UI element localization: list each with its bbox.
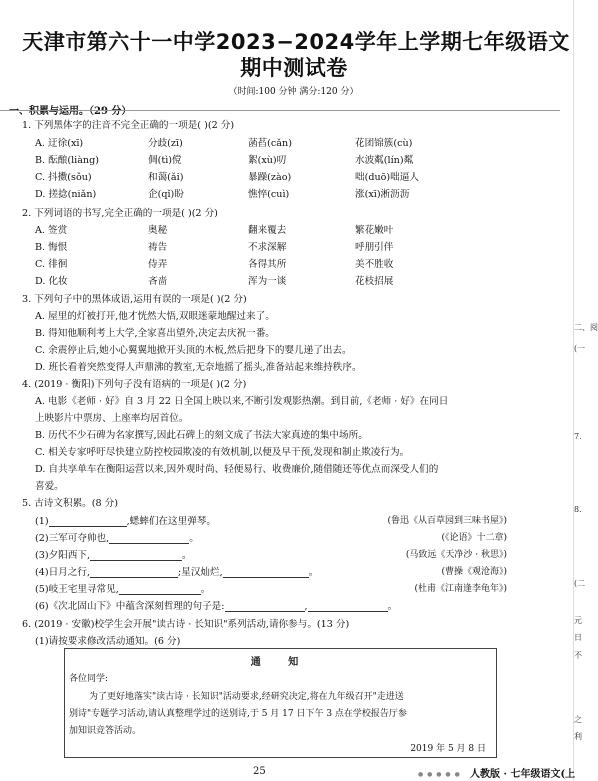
time-info: （时间:100 分钟 满分:120 分） — [228, 87, 359, 97]
poem-source: (《论语》十二章) — [441, 533, 507, 543]
section-heading: 一、积累与运用。（29 分） — [9, 106, 132, 117]
option-cell: D. 搓捻(niǎn) — [35, 189, 97, 200]
option-cell: 侍弄 — [148, 259, 168, 270]
question-6-stem: 6. (2019 · 安徽)校学生会开展"读古诗 · 长知识"系列活动,请你参与。(13 分) — [22, 619, 350, 630]
option-cell: B. 悔恨 — [35, 242, 68, 253]
poem-source: (曹操《观沧海》) — [441, 567, 507, 577]
poem-fill-item: (1) ,蟋蟀们在这里弹琴。 — [35, 516, 216, 527]
option-cell: 企(qǐ)盼 — [148, 189, 184, 200]
option-cell: 憔悴(cuì) — [248, 189, 290, 200]
option-cell: 涨(xī)淅沥沥 — [355, 189, 410, 200]
option-cell: A. 签赏 — [35, 225, 68, 236]
page-number: 25 — [253, 766, 266, 777]
edge-mark: 日 — [574, 633, 582, 642]
answer-blank[interactable] — [109, 543, 189, 544]
option-cell: C. 抖擞(sǒu) — [35, 172, 92, 183]
notice-box — [64, 648, 497, 758]
option-cell: 和蔼(ǎi) — [148, 172, 184, 183]
option-cell: 絮(xù)叨 — [248, 155, 287, 166]
option-cell: 暴躁(zào) — [248, 172, 292, 183]
answer-blank[interactable] — [90, 560, 182, 561]
poem-fill-item: (3)夕阳西下, 。 — [35, 550, 192, 561]
notice-title: 通 知 — [250, 657, 311, 668]
option-line: B. 历代不少石碑为名家撰写,因此石碑上的刻文成了书法大家真迹的集中场所。 — [35, 430, 368, 441]
option-cell: 倜(tì)傥 — [148, 155, 182, 166]
poem-source: (鲁迅《从百草园到三味书屋》) — [387, 516, 507, 526]
page-dots: ● ● ● ● ● — [418, 771, 461, 778]
option-cell: 浑为一谈 — [248, 276, 287, 287]
exam-title: 天津市第六十一中学2023−2024学年上学期七年级语文 — [22, 30, 570, 54]
option-cell: A. 迂徐(xī) — [35, 138, 84, 149]
question-1-stem: 1. 下列黑体字的注音不完全正确的一项是( )(2 分) — [22, 120, 235, 131]
edge-mark: 8. — [574, 505, 582, 514]
section-divider — [0, 110, 560, 111]
option-line: C. 相关专家呼吁尽快建立防控校园欺凌的有效机制,以便及早干预,发现和制止欺凌行为。 — [35, 447, 410, 458]
right-edge-divider — [573, 0, 574, 781]
option-line: D. 自共享单车在衡阳运营以来,因外观时尚、轻便易行、收费廉价,随借随还等优点而深受人们的 — [35, 464, 439, 475]
option-cell: 美不胜收 — [355, 259, 394, 270]
poem-fill-item: (2)三军可夺帅也, 。 — [35, 533, 199, 544]
option-cell: 翻来覆去 — [248, 225, 287, 236]
option-line: 喜爱。 — [35, 481, 64, 492]
option-cell: 不求深解 — [248, 242, 287, 253]
question-6-sub1: (1)请按要求修改活动通知。(6 分) — [35, 636, 181, 647]
option-line: A. 屋里的灯被打开,他才恍然大悟,双眼迷蒙地醒过来了。 — [35, 311, 275, 322]
option-cell: 各得其所 — [248, 259, 287, 270]
option-line: 上映影片中票房、上座率均居首位。 — [35, 413, 189, 424]
answer-blank[interactable] — [225, 611, 305, 612]
option-cell: C. 徘徊 — [35, 259, 68, 270]
option-line: D. 班长看着突然变得人声鼎沸的教室,无奈地摇了摇头,准备站起来维持秩序。 — [35, 362, 362, 373]
edge-mark: (一 — [574, 344, 586, 353]
option-cell: 呼朋引伴 — [355, 242, 394, 253]
option-line: C. 余震停止后,她小心翼翼地掀开头顶的木板,然后把身下的婴儿递了出去。 — [35, 345, 352, 356]
option-cell: 分歧(zī) — [148, 138, 183, 149]
option-cell: 吝啬 — [148, 276, 168, 287]
option-cell: 菡萏(cǎn) — [248, 138, 292, 149]
exam-subtitle: 期中测试卷 — [240, 56, 348, 80]
answer-blank[interactable] — [119, 594, 201, 595]
notice-body-line: 加知识竞答活动。 — [69, 726, 142, 736]
option-line: A. 电影《老师 · 好》自 3 月 22 日全国上映以来,不断引发观影热潮。到目前,《老师 · 好》在同日 — [35, 396, 449, 407]
question-4-stem: 4. (2019 · 衡阳)下列句子没有语病的一项是( )(2 分) — [22, 379, 247, 390]
edge-mark: 二、阅 — [574, 323, 598, 332]
edge-mark: 元 — [574, 616, 582, 625]
option-cell: 花枝招展 — [355, 276, 394, 287]
answer-blank[interactable] — [49, 526, 127, 527]
question-3-stem: 3. 下列句子中的黑体成语,运用有误的一项是( )(2 分) — [22, 294, 247, 305]
edge-mark: 不 — [574, 651, 582, 660]
notice-greeting: 各位同学: — [69, 674, 109, 684]
notice-body-line: 别诗"专题学习活动,请认真整理学过的送别诗,于 5 月 17 日下午 3 点在学校报告厅参 — [69, 709, 407, 719]
poem-source: (杜甫《江南逢李龟年》) — [414, 584, 507, 594]
edge-mark: (二 — [574, 579, 586, 588]
option-cell: 祷告 — [148, 242, 168, 253]
notice-body-line: 为了更好地落实"读古诗 · 长知识"活动要求,经研究决定,将在九年级召开"走进送 — [89, 692, 404, 702]
option-cell: 奥秘 — [148, 225, 168, 236]
question-5-stem: 5. 古诗文积累。(8 分) — [22, 498, 118, 509]
answer-blank[interactable] — [308, 611, 388, 612]
option-line: B. 得知他顺利考上大学,全家喜出望外,决定去庆祝一番。 — [35, 328, 275, 339]
option-cell: D. 化妆 — [35, 276, 68, 287]
option-cell: 花团锦簇(cù) — [355, 138, 413, 149]
edge-mark: 利 — [574, 732, 582, 741]
edge-mark: 之 — [574, 715, 582, 724]
edge-mark: 7. — [574, 432, 582, 441]
poem-fill-item: (4)日月之行, ;星汉灿烂, 。 — [35, 567, 319, 578]
poem-fill-item: (6)《次北固山下》中蕴含深刻哲理的句子是: , 。 — [35, 601, 398, 612]
answer-blank[interactable] — [90, 577, 178, 578]
poem-source: (马致远《天净沙 · 秋思》) — [405, 550, 507, 560]
question-2-stem: 2. 下列词语的书写,完全正确的一项是( )(2 分) — [22, 208, 218, 219]
option-cell: 水波粼(lín)粼 — [355, 155, 414, 166]
edition-label: 人教版 · 七年级语文(上 — [470, 769, 576, 780]
notice-date: 2019 年 5 月 8 日 — [410, 744, 486, 754]
option-cell: 繁花嫩叶 — [355, 225, 394, 236]
answer-blank[interactable] — [223, 577, 309, 578]
option-cell: 咄(duō)咄逼人 — [355, 172, 419, 183]
option-cell: B. 酝酿(liàng) — [35, 155, 99, 166]
poem-fill-item: (5)岐王宅里寻常见, 。 — [35, 584, 211, 595]
